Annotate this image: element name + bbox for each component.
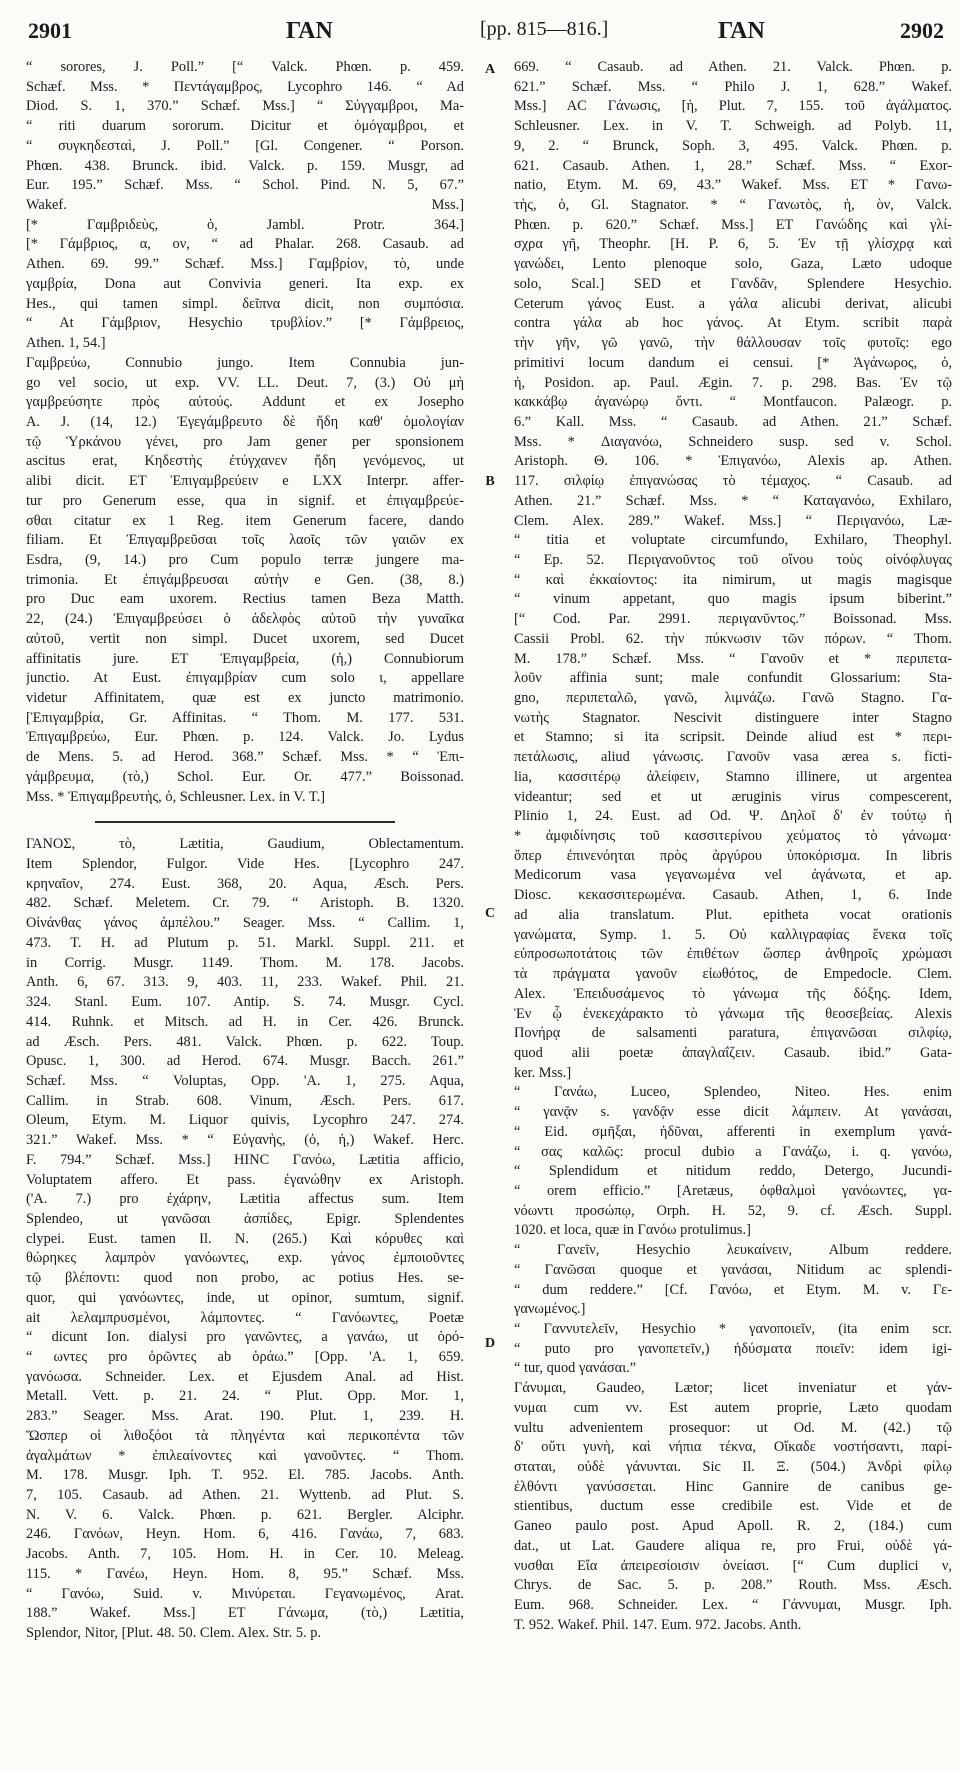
text-line: τῷ Ὑρκάνου γένει, pro Jam gener per sponsionem <box>26 433 464 450</box>
text-line: τῷ βλέποντι: quod non probo, ac potius Hes. se- <box>26 1270 464 1287</box>
text-line: ker. Mss.] <box>514 1064 572 1081</box>
text-line: alibi dicit. ET Ἐπιγαμβρεύειν e LXX Interpr. affer- <box>26 473 464 490</box>
text-line: Anth. 6, 67. 313. 9, 403. 11, 233. Wakef. Phil. 21. <box>26 974 464 991</box>
text-line: 414. Ruhnk. et Mitsch. ad H. in Cer. 426. Brunck. <box>26 1013 464 1030</box>
text-line: “ σας καλῶς: procul dubio a Γανάζω, i. q. γανόω, <box>514 1143 952 1160</box>
text-line: γανώδει, Lento plenoque solo, Gaza, Læto udoque <box>514 256 952 273</box>
text-line: 669. “ Casaub. ad Athen. 21. Valck. Phœn. p. <box>514 59 952 75</box>
text-line: 6.” Kall. Mss. “ Casaub. ad Athen. 21.” Schæf. <box>514 413 952 430</box>
text-line: quor, qui γανόωντες, inde, ut opinor, sumtum, signif. <box>26 1289 464 1306</box>
gutter-letter-d: D <box>484 1336 496 1351</box>
text-line: κακκάβῳ ἀγανώρῳ ὄντι. “ Montfaucon. Palæogr. p. <box>514 394 952 411</box>
text-line: Schleusner. Lex. in V. T. Schweigh. ad Polyb. 11, <box>514 118 952 135</box>
text-line: M. 178. Musgr. Iph. T. 952. El. 785. Jacobs. Anth. <box>26 1467 464 1484</box>
text-line: “ sorores, J. Poll.” [“ Valck. Phœn. p. 459. <box>26 59 464 75</box>
text-line: trimonia. Et ἐπιγάμβρευσαι αὐτὴν e Gen. (38, 8.) <box>26 571 464 588</box>
text-line: 7, 105. Casaub. ad Athen. 21. Wyttenb. ad Plut. S. <box>26 1487 464 1504</box>
text-line: Opusc. 1, 300. ad Herod. 674. Musgr. Bacch. 261.” <box>26 1053 464 1070</box>
text-line: Diod. S. 1, 370.” Schæf. Mss.] “ Σύγγαμβροι, Ma- <box>26 98 464 115</box>
text-line: λοῦν affinia sunt; male confundit Glossarium: Sta- <box>514 670 952 687</box>
text-line: “ Γανόω, Suid. v. Μινύρεται. Γεγανωμένος, Arat. <box>26 1585 464 1602</box>
text-line: Mss. * Ἐπιγαμβρευτὴς, ὁ, Schleusner. Lex. in V. T.] <box>26 788 325 805</box>
text-line: in Corrig. Musgr. 1149. Thom. M. 178. Jacobs. <box>26 954 464 971</box>
text-line: Wakef. Mss.] <box>26 197 464 214</box>
text-line: “ Γανεῖν, Hesychio λευκαίνειν, Album reddere. <box>514 1242 952 1259</box>
text-line: “ ωντες pro ὁρῶντες ab ὁράω.” [Opp. 'A. 1, 659. <box>26 1349 464 1365</box>
text-line: clypei. Eust. tamen Il. N. (265.) Καὶ κόρυθες καὶ <box>26 1230 464 1247</box>
text-line: τὴς, ὁ, Gl. Stagnator. * “ Γανωτὸς, ἡ, ὸν, Valck. <box>514 197 952 214</box>
text-line: σχρα γῆ, Theophr. [H. P. 6, 5. Ἐν τῇ γλίσχρᾳ καὶ <box>514 236 952 253</box>
text-line: junctio. At Eust. ἐπιγαμβρίαν cum solo ι, appellare <box>26 670 464 687</box>
text-line: tur pro Generum esse, qua in signif. et ἐπιγαμβρεύε- <box>26 492 464 509</box>
text-line: Callim. in Strab. 608. Vinum, Æsch. Pers. 617. <box>26 1092 464 1109</box>
text-line: “ Γανάω, Luceo, Splendeo, Niteo. Hes. enim <box>514 1084 952 1101</box>
text-line: 1020. et loca, quæ in Γανόω protulimus.] <box>514 1222 751 1239</box>
text-line: Splendeo, ut γανῶσαι ἀσπίδες, Epigr. Splendentes <box>26 1210 464 1227</box>
right-column <box>514 58 952 1636</box>
text-line: Item Splendor, Fulgor. Vide Hes. [Lycophro 247. <box>26 856 464 873</box>
text-line: 621.” Schæf. Mss. “ Philo J. 1, 628.” Wakef. <box>514 78 952 95</box>
text-line: 321.” Wakef. Mss. * “ Εὐγανὴς, (ὁ, ἡ,) Wakef. Herc. <box>26 1132 464 1149</box>
text-line: de Mens. 5. ad Herod. 368.” Schæf. Mss. * “ Ἐπι- <box>26 749 464 766</box>
text-line: [Ἐπιγαμβρία, Gr. Affinitas. “ Thom. M. 177. 531. <box>26 709 464 726</box>
text-line: Medicorum vasa γεγανωμένα vel ἀγάνωτα, et ap. <box>514 867 952 884</box>
text-line: ('A. 7.) pro ἐχάρην, Lætitia affectus sum. Item <box>26 1191 464 1208</box>
gutter-letter-c: C <box>484 906 496 921</box>
text-line: [* Γαμβριδεὺς, ὁ, Jambl. Protr. 364.] <box>26 216 464 233</box>
text-line: τὴν γῆν, γῶ γανῶ, τὴν θάλλουσαν τοῖς φυτοῖς: ego <box>514 335 952 352</box>
text-line: solo, Scal.] SED et Γανδᾶν, Splendere Hesychio. <box>514 275 952 292</box>
text-line: Οἰνάνθας γάνος ἀμπέλου.” Seager. Mss. “ Callim. 1, <box>26 915 464 932</box>
left-page-number: 2901 <box>28 18 72 43</box>
text-line: Aristoph. Θ. 106. * Ἐπιγανόω, Alexis ap. Athen. <box>514 453 952 470</box>
text-line: 22, (24.) Ἐπιγαμβρεύσει ὁ ἀδελφὸς αὐτοῦ τὴν γυναῖκα <box>26 611 464 628</box>
text-line: go vel socio, ut exp. VV. LL. Deut. 7, (3.) Οὐ μὴ <box>26 374 464 391</box>
text-line: T. 952. Wakef. Phil. 147. Eum. 972. Jacobs. Anth. <box>514 1616 802 1633</box>
text-line: ἡ, Posidon. ap. Paul. Ægin. 7. p. 298. Bas. Ἐν τῷ <box>514 374 952 391</box>
text-line: Ὥσπερ οἱ λιθοξόοι τὰ πληγέντα καὶ περικοπέντα τῶν <box>26 1427 464 1444</box>
text-line: γάμβρευμα, (τὸ,) Schol. Eur. Or. 477.” Boissonad. <box>26 768 464 785</box>
text-line: ἐλθόντι γανύσσεται. Hinc Gannire de canibus ge- <box>514 1478 952 1495</box>
text-line: 115. * Γανέω, Heyn. Hom. 8, 95.” Schæf. Mss. <box>26 1565 464 1582</box>
text-line: δ' οὔτι γυνὴ, καὶ νήπια τέκνα, Οἴκαδε νοστήσαντι, παρί- <box>514 1439 952 1456</box>
text-line: pro Duc eam uxorem. Rectius tamen Beza Matth. <box>26 591 464 608</box>
text-line: 473. T. H. ad Plutum p. 51. Markl. Suppl. 211. et <box>26 934 464 951</box>
text-line: Ἐν ᾧ ἐνεκεχάρακτο τὸ γάνωμα τῆς θεοσεβείας. Alexis <box>514 1005 952 1022</box>
text-line: Eur. 195.” Schæf. Mss. “ Schol. Pind. N. 5, 67.” <box>26 177 464 194</box>
right-running-head: ΓΑΝ <box>718 18 765 44</box>
gutter-letter-a: A <box>484 62 496 77</box>
text-line: Γαμβρεύω, Connubio jungo. Item Connubia jun- <box>26 354 464 371</box>
text-line: “ Splendidum et nitidum reddo, Detergo, Jucundi- <box>514 1163 952 1180</box>
text-line: 324. Stanl. Eum. 107. Antip. S. 74. Musgr. Cycl. <box>26 994 464 1011</box>
text-line: Schæf. Mss. * Πεντάγαμβρος, Lycophro 146. “ Ad <box>26 78 464 95</box>
text-line: ἀγαλμάτων * ἐπιλεαίνοντες καὶ γανοῦντες. “ Thom. <box>26 1447 464 1464</box>
text-line: primitivi locum dandum ei censui. [* Ἀγάνωρος, ὁ, <box>514 354 952 371</box>
text-line: Eum. 968. Schneider. Lex. “ Γάννυμαι, Musgr. Iph. <box>514 1597 952 1614</box>
text-line: ὅπερ ἐπινενόηται πρὸς ἀργύρου ὑποκόρισμα. In libris <box>514 847 952 864</box>
text-line: Cassii Probl. 62. τὴν πύκνωσιν τῶν πόρων. “ Thom. <box>514 630 952 647</box>
text-line: Chrys. de Sac. 5. p. 208.” Routh. Mss. Æsch. <box>514 1577 952 1594</box>
text-line: dat., ut Lat. Gaudere aliqua re, pro Frui, οὐδὲ γά- <box>514 1537 952 1554</box>
text-line: Splendor, Nitor, [Plut. 48. 50. Clem. Alex. Str. 5. p. <box>26 1625 322 1642</box>
text-line: “ γανᾷν s. γανδᾷν esse dicit λάμπειν. At γανάσαι, <box>514 1104 952 1121</box>
text-line: ad Æsch. Pers. 481. Valck. Phœn. p. 622. Toup. <box>26 1033 464 1050</box>
text-line: νυμαι cum νν. Est autem proprie, Læto quodam <box>514 1399 952 1416</box>
text-line: νυσθαι Εἴα ἀπειρεσίοισιν ὀνείασι. [“ Cum duplici ν, <box>514 1557 952 1574</box>
text-line: “ orem efficio.” [Aretæus, ὀφθαλμοὶ γανόωντες, γα- <box>514 1182 952 1199</box>
text-line: γαμβρία, Dona aut Convivia generi. Ita exp. ex <box>26 275 464 292</box>
text-line: M. 178.” Schæf. Mss. “ Γανοῦν et * περιπετα- <box>514 650 952 667</box>
text-line: Schæf. Mss. “ Voluptas, Opp. 'A. 1, 275. Aqua, <box>26 1072 464 1089</box>
text-line: Plinio 1, 24. Eust. ad Od. Ψ. Δηλοῖ δ' ἐν τούτῳ ἡ <box>514 808 952 825</box>
text-line: 621. Casaub. Athen. 1, 28.” Schæf. Mss. “ Exor- <box>514 157 952 174</box>
text-line: Diosc. κεκασσιτερωμένα. Casaub. Athen, 1, 6. Inde <box>514 887 952 904</box>
text-line: “ Eid. σμῆξαι, ἡδῦναι, afferenti in exemplum γανά- <box>514 1123 952 1140</box>
text-line: “ Ep. 52. Περιγανοῦντος τοῦ οἴνου τοὺς οἰνόφλυγας <box>514 551 952 568</box>
text-line: Esdra, (9, 14.) pro Cum populo terræ jungere ma- <box>26 551 464 568</box>
text-line: “ riti duarum sororum. Dicitur et ὁμόγαμβροι, et <box>26 118 464 135</box>
text-line: stientibus, ductum esse credibile est. Vide et de <box>514 1498 952 1515</box>
text-line: ait λελαμπρυσμένοι, λάμποντες. “ Γανόωντες, Poetæ <box>26 1309 464 1326</box>
text-line: “ Γανῶσαι quoque et γανάσαι, Nitidum ac splendi- <box>514 1261 952 1278</box>
text-line: γανώματα, Symp. 1. 5. Οὐ καλλιγραφίας ἕνεκα τοῖς <box>514 926 952 943</box>
text-line: Πονήρᾳ de salsamenti paratura, ἐπιγανῶσαι σιλφίῳ, <box>514 1025 952 1042</box>
text-line: 482. Schæf. Meletem. Cr. 79. “ Aristoph. B. 1320. <box>26 895 464 912</box>
text-line: [“ Cod. Par. 2991. περιγανῦντος.” Boissonad. Mss. <box>514 611 952 628</box>
text-line: videantur; sed et ut æruginis virus compescerent, <box>514 788 952 805</box>
text-line: affinitatis jure. ET Ἐπιγαμβρεία, (ἡ,) Connubiorum <box>26 650 464 667</box>
page-range: [pp. 815—816.] <box>480 18 609 40</box>
text-line: contra γάλα ab hoc γάνος. At Etym. scribit παρὰ <box>514 315 952 332</box>
text-line: νόωντι προσώπῳ, Orph. H. 52, 9. cf. Æsch. Suppl. <box>514 1202 952 1219</box>
text-line: Phœn. 438. Brunck. ibid. Valck. p. 159. Musgr, ad <box>26 157 464 174</box>
text-line: Γάνυμαι, Gaudeo, Lætor; licet inveniatur et γάν- <box>514 1380 952 1397</box>
text-line: 283.” Seager. Mss. Arat. 190. Plut. 1, 239. H. <box>26 1408 464 1425</box>
text-line: “ dicunt Ion. dialysi pro γανῶντες, a γανάω, ut ὁρό- <box>26 1329 464 1346</box>
text-line: σταται, οὐδὲ γάνυνται. Sic Il. Ξ. (504.) Ἀνδρὶ φίλῳ <box>514 1459 952 1476</box>
text-line: “ tur, quod γανάσαι.” <box>514 1360 637 1377</box>
section-rule <box>95 821 395 823</box>
text-line: “ συγκηδεσταὶ, J. Poll.” [Gl. Congener. “ Porson. <box>26 137 464 154</box>
text-line: Jacobs. Anth. 7, 105. Hom. H. in Cer. 10. Meleag. <box>26 1546 464 1563</box>
text-line: quod alii poetæ ἀπαγλαΐζειν. Casaub. ibid.” Gata- <box>514 1044 952 1061</box>
text-line: * ἀμφιδίνησις τοῦ κασσιτερίνου χεύματος τὸ γάνωμα· <box>514 828 952 845</box>
text-line: Phœn. p. 620.” Schæf. Mss.] ET Γανώδης καὶ γλί- <box>514 216 952 233</box>
text-line: ad alia translatum. Plut. epitheta vocat orationis <box>514 906 952 923</box>
text-line: αὐτοῦ, vertit non simpl. Ducet uxorem, sed Ducet <box>26 630 464 647</box>
text-line: “ vinum appetant, quo magis ipsum biberint.” <box>514 591 952 608</box>
text-line: τὰ πράγματα γανοῦν εἰωθότος, de Empedocle. Clem. <box>514 966 952 983</box>
text-line: 188.” Wakef. Mss.] ET Γάνωμα, (τὸ,) Lætitia, <box>26 1605 464 1622</box>
text-line: “ titia et voluptate circumfundo, Exhilaro, Theophyl. <box>514 532 952 549</box>
text-line: θώρηκες λαμπρὸν γανόωντες, exp. γάνος ἐμποιοῦντες <box>26 1250 464 1267</box>
text-line: γανωμένος.] <box>514 1301 586 1318</box>
left-column <box>26 58 464 1644</box>
text-line: Alex. Ἐπειδυσάμενος τὸ γάνωμα τῆς δόξης. Idem, <box>514 985 952 1002</box>
text-line: et Stamno; si ita scripsit. Deinde aliud est * περι- <box>514 729 952 746</box>
text-line: 117. σιλφίῳ ἐπιγανώσας τὸ τέμαχος. “ Casaub. ad <box>514 473 952 490</box>
text-line: “ At Γάμβριον, Hesychio τρυβλίον.” [* Γάμβρειος, <box>26 315 464 332</box>
text-line: πετάλωσις, aliud γάνωσις. Γανοῦν vasa ærea s. ficti- <box>514 749 952 766</box>
text-line: “ dum reddere.” [Cf. Γανόω, et Etym. M. v. Γε- <box>514 1281 952 1298</box>
text-line: lia, κασσιτέρῳ ἀλείφειν, Stamno illinere, ut argentea <box>514 768 952 785</box>
text-line: “ Γαννυτελεῖν, Hesychio * γανοποιεῖν, (ita enim scr. <box>514 1321 952 1337</box>
text-line: Voluptatem affero. Et pass. ἐγανώθην ex Aristoph. <box>26 1171 464 1188</box>
text-line: κρηναῖον, 274. Eust. 368, 20. Aqua, Æsch. Pers. <box>26 875 464 892</box>
text-line: Ceterum γάνος Eust. a γάλα alicubi derivat, alicubi <box>514 295 952 312</box>
text-line: Oleum, Etym. M. Liquor quivis, Lycophro 247. 274. <box>26 1112 464 1129</box>
text-line: A. J. (14, 12.) Ἐγεγάμβρευτο δὲ ἤδη καθ' ὁμολογίαν <box>26 413 464 430</box>
text-line: vultu advenientem prosequor: ut Od. M. (42.) τῷ <box>514 1419 952 1436</box>
text-line: γαμβρεύσητε πρὸς αὐτούς. Addunt et ex Josepho <box>26 394 464 411</box>
text-line: natio, Etym. M. 69, 43.” Wakef. Mss. ET * Γανω- <box>514 177 952 194</box>
text-line: “ puto pro γανοπετεῖν,) ἡδύσματα ποιεῖν: idem igi- <box>514 1340 952 1357</box>
text-line: “ καὶ ἐκκαίοντος: ita nimirum, ut magis magisque <box>514 571 952 588</box>
text-line: 9, 2. “ Brunck, Soph. 3, 495. Valck. Phœn. p. <box>514 137 952 154</box>
text-line: gno, περιπεταλῶ, γανῶ, λιμνάζω. Γανῶ Stagno. Γα- <box>514 690 952 706</box>
text-line: σθαι citatur ex 1 Reg. item Generum facere, dando <box>26 512 464 529</box>
text-line: Athen. 21.” Schæf. Mss. * “ Καταγανόω, Exhilaro, <box>514 492 952 509</box>
text-line: ascitus erat, Κηδεστὴς ἐτύγχανεν ἤδη γενόμενος, ut <box>26 453 464 470</box>
text-line: Hes., qui tamen simpl. δεῖπνα dicit, non συμπόσια. <box>26 295 464 312</box>
text-line: Mss. * Διαγανόω, Schneidero susp. sed v. Schol. <box>514 433 952 450</box>
gutter-letter-b: B <box>485 474 495 489</box>
text-line: εὐπροσωποτάτοις τῶν ἐπιθέτων ὥσπερ ἀνθηροῖς χρώμασι <box>514 946 952 963</box>
text-line: 246. Γανόων, Heyn. Hom. 6, 416. Γανάω, 7, 683. <box>26 1526 464 1543</box>
text-line: Mss.] AC Γάνωσις, [ἡ, Plut. 7, 155. τοῦ ἀγάλματος. <box>514 98 952 115</box>
text-line: Athen. 1, 54.] <box>26 335 106 352</box>
text-line: Athen. 69. 99.” Schæf. Mss.] Γαμβρίον, τὸ, unde <box>26 256 464 273</box>
page-header <box>28 8 944 54</box>
text-line: N. V. 6. Valck. Phœn. p. 621. Bergler. Alciphr. <box>26 1506 464 1523</box>
text-line: [* Γάμβριος, α, ον, “ ad Phalar. 268. Casaub. ad <box>26 236 464 253</box>
text-line: γανόωσα. Schneider. Lex. et Ejusdem Anal. ad Hist. <box>26 1368 464 1385</box>
left-running-head: ΓΑΝ <box>286 18 333 44</box>
text-line: ΓΑΝΟΣ, τὸ, Lætitia, Gaudium, Oblectamentum. <box>26 836 464 853</box>
text-line: Ganeo paulo post. Apud Apoll. R. 2, (184.) cum <box>514 1518 952 1535</box>
text-line: Ἐπιγαμβρεύω, Eur. Phœn. p. 124. Valck. Jo. Lydus <box>26 729 464 746</box>
text-line: filiam. Et Ἐπιγαμβρεῦσαι τοῖς λαοῖς τῶν γαιῶν ex <box>26 532 464 549</box>
text-line: Clem. Alex. 289.” Wakef. Mss.] “ Περιγανόω, Læ- <box>514 512 952 529</box>
text-line: Metall. Vett. p. 21. 24. “ Plut. Opp. Mor. 1, <box>26 1388 464 1405</box>
text-line: videtur Affinitatem, quæ est ex juncto matrimonio. <box>26 690 464 706</box>
right-page-number: 2902 <box>900 18 944 43</box>
text-line: F. 794.” Schæf. Mss.] HINC Γανόω, Lætitia afficio, <box>26 1151 464 1168</box>
text-line: νωτὴς Stagnator. Nescivit distinguere inter Stagno <box>514 709 952 726</box>
